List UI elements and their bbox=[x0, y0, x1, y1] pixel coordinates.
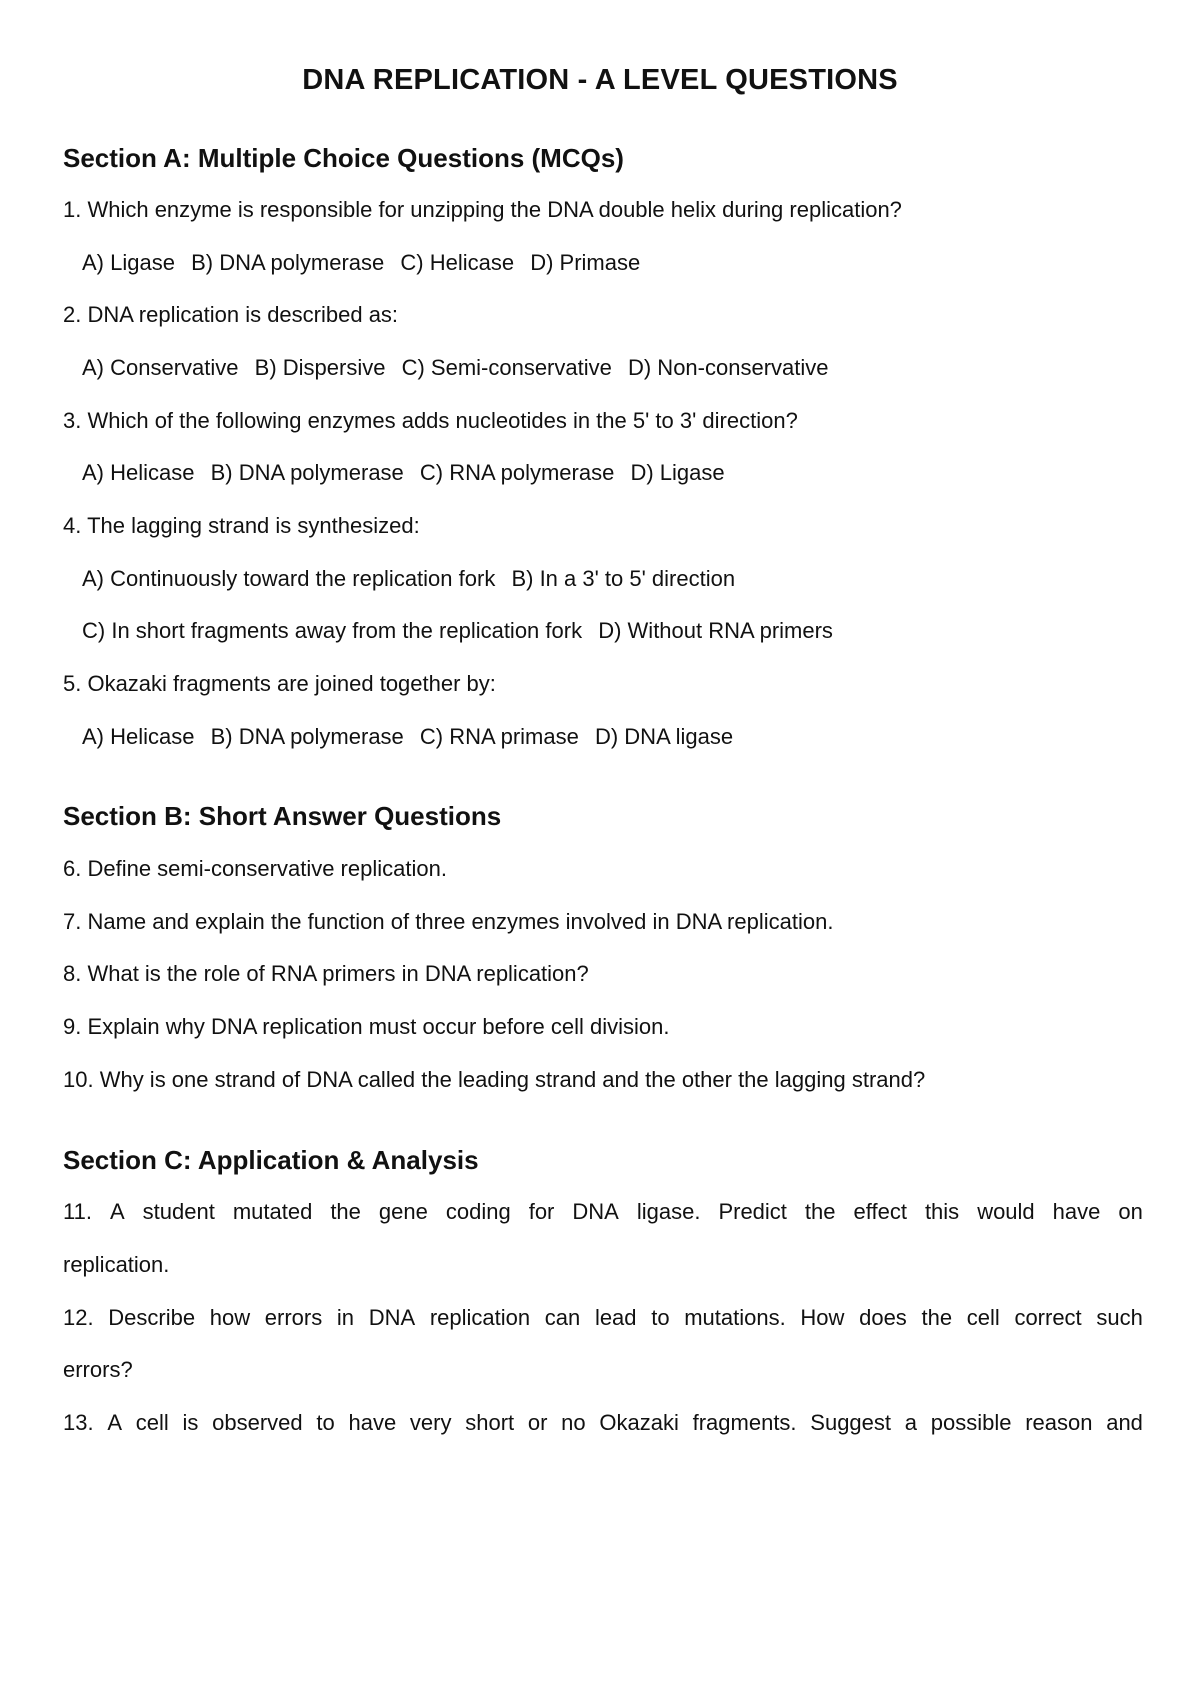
word: mutations. bbox=[684, 1305, 786, 1330]
question-11-line-2: replication. bbox=[63, 1252, 170, 1277]
word: 11. bbox=[63, 1199, 92, 1224]
question-1: 1. Which enzyme is responsible for unzipping the DNA double helix during replication? bbox=[63, 197, 902, 222]
word: a bbox=[904, 1410, 917, 1435]
section-a-heading: Section A: Multiple Choice Questions (MCQs) bbox=[63, 143, 624, 173]
option: D) Non-conservative bbox=[627, 355, 829, 380]
word: observed bbox=[212, 1410, 303, 1435]
question-12-line-2: errors? bbox=[63, 1357, 133, 1382]
question-5: 5. Okazaki fragments are joined together by: bbox=[63, 671, 496, 696]
word: effect bbox=[853, 1199, 907, 1224]
word: DNA bbox=[368, 1305, 416, 1330]
question-9: 9. Explain why DNA replication must occur before cell division. bbox=[63, 1014, 670, 1039]
option: A) Conservative bbox=[82, 355, 239, 380]
word: Describe bbox=[108, 1305, 196, 1330]
word: A bbox=[109, 1199, 125, 1224]
section-b-heading: Section B: Short Answer Questions bbox=[63, 801, 502, 831]
word: reason bbox=[1025, 1410, 1093, 1435]
word: have bbox=[348, 1410, 397, 1435]
question-10: 10. Why is one strand of DNA called the leading strand and the other the lagging strand? bbox=[63, 1067, 926, 1092]
word: correct bbox=[1014, 1305, 1082, 1330]
word: would bbox=[977, 1199, 1035, 1224]
option: C) In short fragments away from the replication fork bbox=[82, 618, 583, 643]
question-2: 2. DNA replication is described as: bbox=[63, 302, 399, 327]
option: C) Helicase bbox=[400, 250, 515, 275]
page-title: DNA REPLICATION - A LEVEL QUESTIONS bbox=[302, 64, 898, 96]
question-6: 6. Define semi-conservative replication. bbox=[63, 856, 447, 881]
question-12-line-1 bbox=[63, 1304, 1143, 1332]
word: Predict bbox=[718, 1199, 787, 1224]
option: D) Ligase bbox=[630, 460, 725, 485]
question-13-line-1 bbox=[63, 1409, 1143, 1437]
word: the bbox=[330, 1199, 361, 1224]
question-3: 3. Which of the following enzymes adds nucleotides in the 5' to 3' direction? bbox=[63, 408, 798, 433]
question-7: 7. Name and explain the function of three enzymes involved in DNA replication. bbox=[63, 909, 834, 934]
word: 12. bbox=[63, 1305, 94, 1330]
option: D) Primase bbox=[530, 250, 641, 275]
option: C) Semi-conservative bbox=[401, 355, 612, 380]
word: this bbox=[924, 1199, 960, 1224]
word: replication bbox=[429, 1305, 531, 1330]
question-4-options-line-2 bbox=[82, 617, 843, 645]
word: lead bbox=[594, 1305, 637, 1330]
word: Suggest bbox=[810, 1410, 892, 1435]
word: to bbox=[316, 1410, 335, 1435]
question-2-options bbox=[82, 354, 839, 382]
justified-line bbox=[63, 1304, 1143, 1332]
word: and bbox=[1106, 1410, 1143, 1435]
word: no bbox=[561, 1410, 586, 1435]
word: 13. bbox=[63, 1410, 94, 1435]
question-8: 8. What is the role of RNA primers in DNA replication? bbox=[63, 961, 589, 986]
word: is bbox=[182, 1410, 199, 1435]
option: A) Helicase bbox=[82, 460, 195, 485]
word: possible bbox=[930, 1410, 1012, 1435]
justified-line bbox=[63, 1198, 1143, 1226]
justified-line bbox=[63, 1409, 1143, 1437]
word: in bbox=[336, 1305, 355, 1330]
word: gene bbox=[378, 1199, 428, 1224]
word: short bbox=[465, 1410, 515, 1435]
word: very bbox=[409, 1410, 452, 1435]
option: C) RNA polymerase bbox=[419, 460, 615, 485]
word: for bbox=[528, 1199, 555, 1224]
option: B) DNA polymerase bbox=[210, 724, 404, 749]
question-11-line-1 bbox=[63, 1198, 1143, 1226]
option: D) DNA ligase bbox=[594, 724, 734, 749]
word: A bbox=[107, 1410, 123, 1435]
section-c-heading: Section C: Application & Analysis bbox=[63, 1145, 479, 1175]
word: fragments. bbox=[692, 1410, 797, 1435]
question-3-options bbox=[82, 459, 735, 487]
word: cell bbox=[966, 1305, 1000, 1330]
word: student bbox=[142, 1199, 215, 1224]
word: the bbox=[921, 1305, 953, 1330]
question-5-options bbox=[82, 723, 743, 751]
word: on bbox=[1118, 1199, 1143, 1224]
word: have bbox=[1052, 1199, 1101, 1224]
word: How bbox=[800, 1305, 845, 1330]
word: errors bbox=[264, 1305, 323, 1330]
word: how bbox=[209, 1305, 251, 1330]
option: D) Without RNA primers bbox=[598, 618, 833, 643]
word: or bbox=[527, 1410, 548, 1435]
word: coding bbox=[445, 1199, 511, 1224]
word: to bbox=[651, 1305, 670, 1330]
word: mutated bbox=[232, 1199, 313, 1224]
question-1-options bbox=[82, 249, 650, 277]
option: B) DNA polymerase bbox=[210, 460, 404, 485]
word: ligase. bbox=[636, 1199, 701, 1224]
word: the bbox=[804, 1199, 836, 1224]
word: DNA bbox=[572, 1199, 619, 1224]
question-4-options-line-1 bbox=[82, 565, 745, 593]
option: B) Dispersive bbox=[254, 355, 386, 380]
option: B) DNA polymerase bbox=[191, 250, 385, 275]
word: does bbox=[859, 1305, 907, 1330]
option: C) RNA primase bbox=[419, 724, 579, 749]
word: can bbox=[544, 1305, 581, 1330]
question-4: 4. The lagging strand is synthesized: bbox=[63, 513, 420, 538]
option: A) Helicase bbox=[82, 724, 195, 749]
word: Okazaki bbox=[599, 1410, 679, 1435]
word: such bbox=[1096, 1305, 1143, 1330]
option: A) Ligase bbox=[82, 250, 175, 275]
option: B) In a 3' to 5' direction bbox=[511, 566, 736, 591]
word: cell bbox=[135, 1410, 169, 1435]
option: A) Continuously toward the replication fork bbox=[82, 566, 496, 591]
